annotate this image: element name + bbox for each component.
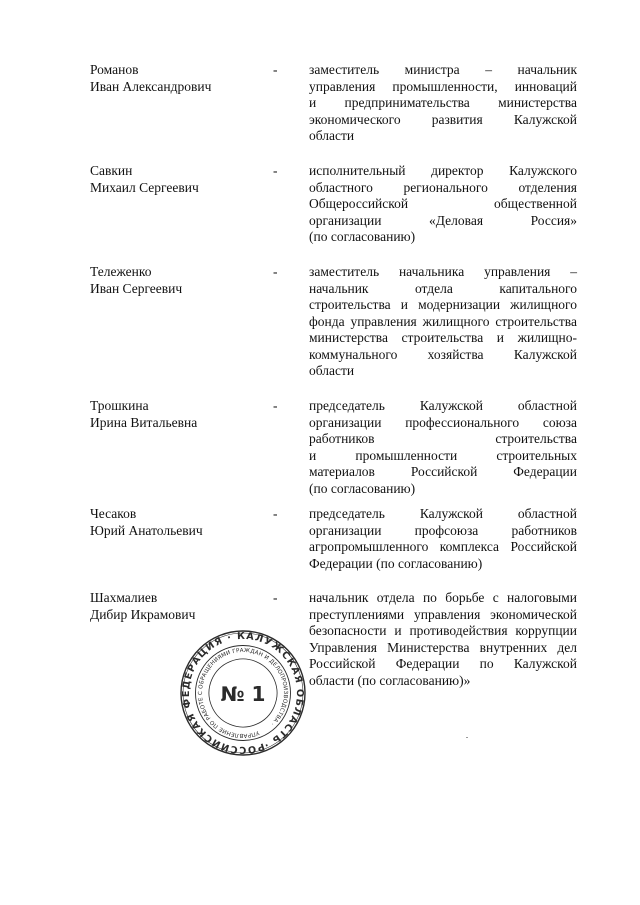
seal-number: № 1 <box>220 682 266 706</box>
member-surname: Чесаков <box>90 506 137 521</box>
member-surname: Савкин <box>90 163 133 178</box>
position-line: строительства и модернизации жилищного <box>309 297 577 312</box>
position-line: области (по согласованию)» <box>309 672 471 688</box>
position-line: председатель Калужской областной <box>309 506 577 521</box>
position-line: Управления Министерства внутренних дел <box>309 639 577 655</box>
member-name <box>90 590 270 623</box>
position-line: и промышленности строительных <box>309 447 577 463</box>
member-name <box>90 163 270 196</box>
member-position <box>309 590 577 689</box>
scan-speck <box>466 737 468 738</box>
position-line: организации «Деловая Россия» <box>309 212 577 228</box>
member-given-name: Юрий Анатольевич <box>90 522 203 538</box>
official-seal-stamp <box>178 628 308 758</box>
position-line: заместитель министра – начальник <box>309 62 577 77</box>
separator-dash: - <box>273 264 278 279</box>
member-name <box>90 398 270 431</box>
position-line: области <box>309 363 355 378</box>
separator-dash: - <box>273 163 278 178</box>
separator-dash: - <box>273 590 278 605</box>
separator-dash: - <box>273 398 278 413</box>
member-surname: Шахмалиев <box>90 590 158 605</box>
member-given-name: Иван Александрович <box>90 78 212 94</box>
member-position <box>309 163 577 246</box>
seal-inner-text: УПРАВЛЕНИЕ ПО РАБОТЕ С ОБРАЩЕНИЯМИ ГРАЖДАН И ДЕЛОПРОИЗВОДСТВА · <box>197 647 289 739</box>
separator-dash: - <box>273 506 278 521</box>
position-line: материалов Российской Федерации <box>309 464 577 479</box>
member-surname: Романов <box>90 62 139 77</box>
position-line: управления промышленности, инноваций <box>309 78 577 94</box>
position-line: и предпринимательства министерства <box>309 95 577 110</box>
position-line: Российской Федерации по Калужской <box>309 656 577 671</box>
position-line: начальник отдела по борьбе с налоговыми <box>309 590 577 605</box>
position-line: министерства строительства и жилищно- <box>309 330 577 345</box>
position-line: заместитель начальника управления – <box>309 264 577 279</box>
member-given-name: Иван Сергеевич <box>90 280 183 296</box>
position-line: фонда управления жилищного строительства <box>309 313 577 329</box>
seal-outer-text: РОССИЙСКАЯ ФЕДЕРАЦИЯ · КАЛУЖСКАЯ ОБЛАСТЬ · <box>180 630 306 756</box>
position-line: начальник отдела капитального <box>309 280 577 296</box>
position-line: организации профсоюза работников <box>309 522 577 538</box>
position-line: безопасности и противодействия коррупции <box>309 623 577 638</box>
position-line: агропромышленного комплекса Российской <box>309 539 577 554</box>
position-line: экономического развития Калужской <box>309 111 577 127</box>
position-line: исполнительный директор Калужского <box>309 163 577 178</box>
member-surname: Трошкина <box>90 398 149 413</box>
separator-dash: - <box>273 62 278 77</box>
member-name <box>90 264 270 297</box>
position-line: Общероссийской общественной <box>309 196 577 211</box>
member-name <box>90 506 270 539</box>
position-line: преступлениями управления экономической <box>309 606 577 622</box>
member-given-name: Дибир Икрамович <box>90 606 196 622</box>
position-line: коммунального хозяйства Калужской <box>309 346 577 362</box>
position-line: Федерации (по согласованию) <box>309 555 483 571</box>
member-name <box>90 62 270 95</box>
position-line: области <box>309 128 355 143</box>
member-position <box>309 506 577 572</box>
position-line: областного регионального отделения <box>309 179 577 195</box>
member-position <box>309 398 577 497</box>
member-position <box>309 62 577 145</box>
member-position <box>309 264 577 380</box>
member-given-name: Ирина Витальевна <box>90 414 198 430</box>
position-line: председатель Калужской областной <box>309 398 577 413</box>
position-line: (по согласованию) <box>309 229 416 244</box>
position-line: (по согласованию) <box>309 480 416 496</box>
position-line: работников строительства <box>309 431 577 446</box>
position-line: организации профессионального союза <box>309 414 577 430</box>
member-surname: Тележенко <box>90 264 152 279</box>
member-given-name: Михаил Сергеевич <box>90 179 199 195</box>
